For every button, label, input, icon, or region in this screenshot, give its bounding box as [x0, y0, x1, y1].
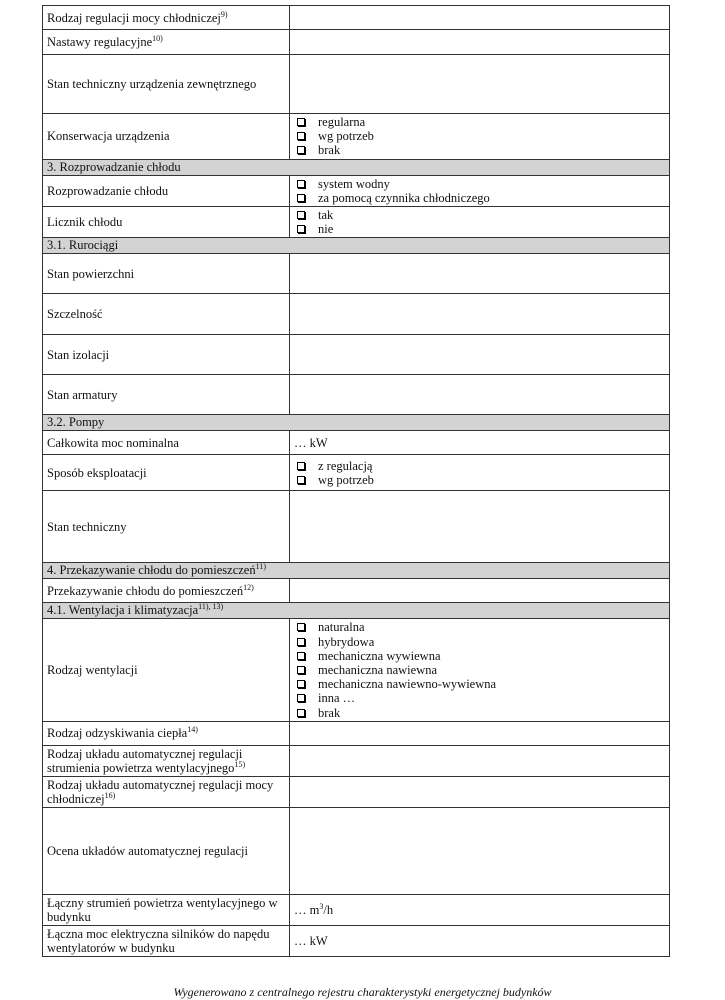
- form-row: [43, 807, 670, 894]
- form-row: [43, 491, 670, 563]
- field-label-text: Łączny strumień powietrza wentylacyjnego w budynku: [47, 895, 278, 924]
- form-row: [43, 431, 670, 455]
- field-label: [43, 114, 290, 160]
- footnote-ref: 11): [255, 562, 266, 572]
- form-row: [43, 55, 670, 114]
- section-title-text: 4. Przekazywanie chłodu do pomieszczeń: [47, 563, 256, 578]
- field-label: [43, 294, 290, 335]
- footnote-ref: 9): [220, 9, 228, 19]
- checkbox-options: [294, 620, 665, 719]
- checkbox-options: [294, 459, 665, 487]
- field-label: [43, 55, 290, 114]
- field-value[interactable]: [290, 925, 670, 956]
- section-title-text: 3.1. Rurociągi: [47, 238, 119, 253]
- field-label-text: Całkowita moc nominalna: [47, 435, 179, 450]
- form-row: [43, 579, 670, 603]
- field-label: [43, 254, 290, 294]
- field-value[interactable]: [290, 579, 670, 603]
- checkbox-options: [294, 208, 665, 236]
- checkbox-option[interactable]: tak: [294, 208, 665, 222]
- footnote-ref: 11), 13): [198, 602, 224, 612]
- checkbox-option[interactable]: nie: [294, 222, 665, 236]
- field-value[interactable]: [290, 894, 670, 925]
- field-label: [43, 619, 290, 721]
- field-label: [43, 745, 290, 776]
- inspection-form-table: [42, 5, 670, 957]
- field-label-text: Licznik chłodu: [47, 215, 123, 230]
- section-header-row: [43, 563, 670, 579]
- checkbox-option[interactable]: hybrydowa: [294, 635, 665, 649]
- form-row: [43, 175, 670, 206]
- form-row: [43, 30, 670, 55]
- checkbox-option[interactable]: brak: [294, 706, 665, 720]
- field-value[interactable]: [290, 335, 670, 375]
- checkbox-option[interactable]: wg potrzeb: [294, 129, 665, 143]
- field-value[interactable]: [290, 6, 670, 30]
- field-value-text: … m: [294, 902, 320, 917]
- field-label: [43, 579, 290, 603]
- field-label: [43, 431, 290, 455]
- field-label: [43, 776, 290, 807]
- field-label: [43, 925, 290, 956]
- field-label-text: Stan techniczny: [47, 519, 127, 534]
- field-label-text: Ocena układów automatycznej regulacji: [47, 843, 248, 858]
- section-header-row: [43, 603, 670, 619]
- form-row: [43, 6, 670, 30]
- field-value[interactable]: [290, 619, 670, 721]
- field-value[interactable]: [290, 175, 670, 206]
- section-title-text: 3.2. Pompy: [47, 415, 105, 430]
- field-value[interactable]: [290, 375, 670, 415]
- footnote-ref: 15): [234, 759, 246, 769]
- form-row: [43, 721, 670, 745]
- checkbox-option[interactable]: za pomocą czynnika chłodniczego: [294, 191, 665, 205]
- checkbox-option[interactable]: inna …: [294, 691, 665, 705]
- section-title: [43, 415, 670, 431]
- field-label: [43, 6, 290, 30]
- field-value[interactable]: [290, 431, 670, 455]
- field-label-text: Stan techniczny urządzenia zewnętrznego: [47, 77, 257, 91]
- field-label: [43, 455, 290, 491]
- field-value[interactable]: [290, 114, 670, 160]
- form-row: [43, 294, 670, 335]
- field-value[interactable]: [290, 807, 670, 894]
- section-title: [43, 563, 670, 579]
- section-header-row: [43, 159, 670, 175]
- field-label: [43, 335, 290, 375]
- checkbox-option[interactable]: brak: [294, 143, 665, 157]
- checkbox-option[interactable]: mechaniczna nawiewno-wywiewna: [294, 677, 665, 691]
- field-value-text: … kW: [294, 435, 328, 450]
- field-label-text: Rodzaj wentylacji: [47, 663, 138, 678]
- form-row: [43, 254, 670, 294]
- page-footer: Wygenerowano z centralnego rejestru charakterystyki energetycznej budynków: [173, 985, 552, 999]
- section-title: [43, 603, 670, 619]
- field-value[interactable]: [290, 721, 670, 745]
- field-label-text: Szczelność: [47, 307, 103, 322]
- footnote-ref: 14): [187, 725, 198, 735]
- section-title-text: 3. Rozprowadzanie chłodu: [47, 159, 181, 174]
- form-row: [43, 375, 670, 415]
- footnote-ref: 10): [152, 33, 163, 43]
- section-title-text: 4.1. Wentylacja i klimatyzacja: [47, 603, 199, 618]
- field-label-text: Rodzaj regulacji mocy chłodniczej: [47, 10, 221, 25]
- form-row: [43, 776, 670, 807]
- checkbox-option[interactable]: naturalna: [294, 620, 665, 634]
- section-title: [43, 159, 670, 175]
- field-label: [43, 175, 290, 206]
- field-label-text: Sposób eksploatacji: [47, 465, 147, 480]
- field-label: [43, 30, 290, 55]
- field-value[interactable]: [290, 55, 670, 114]
- field-label: [43, 207, 290, 238]
- checkbox-option[interactable]: mechaniczna nawiewna: [294, 663, 665, 677]
- field-label-text: Nastawy regulacyjne: [47, 35, 153, 49]
- form-row: [43, 894, 670, 925]
- form-row: [43, 207, 670, 238]
- form-row: [43, 455, 670, 491]
- field-value[interactable]: [290, 491, 670, 563]
- footnote-ref: 12): [243, 582, 254, 592]
- field-label: [43, 894, 290, 925]
- field-label: [43, 721, 290, 745]
- unit-exponent: 3: [319, 901, 324, 911]
- field-label: [43, 491, 290, 563]
- checkbox-option[interactable]: regularna: [294, 115, 665, 129]
- field-label-text: Łączna moc elektryczna silników do napędu wentylatorów w budynku: [47, 926, 270, 955]
- field-value[interactable]: [290, 294, 670, 335]
- section-header-row: [43, 238, 670, 254]
- field-label-text: Stan izolacji: [47, 347, 110, 362]
- field-label-text: Konserwacja urządzenia: [47, 129, 170, 144]
- checkbox-option[interactable]: mechaniczna wywiewna: [294, 649, 665, 663]
- field-label-text: Rodzaj układu automatycznej regulacji strumienia powietrza wentylacyjnego: [47, 746, 243, 775]
- section-header-row: [43, 415, 670, 431]
- field-value-text: … kW: [294, 933, 328, 948]
- checkbox-option[interactable]: z regulacją: [294, 459, 665, 473]
- unit-suffix: /h: [323, 902, 334, 917]
- checkbox-option[interactable]: wg potrzeb: [294, 473, 665, 487]
- field-label-text: Stan powierzchni: [47, 266, 135, 281]
- field-label: [43, 375, 290, 415]
- checkbox-option[interactable]: system wodny: [294, 177, 665, 191]
- checkbox-options: [294, 115, 665, 158]
- form-row: [43, 745, 670, 776]
- field-label-text: Stan armatury: [47, 387, 118, 402]
- field-label-text: Rozprowadzanie chłodu: [47, 183, 169, 198]
- field-label-text: Przekazywanie chłodu do pomieszczeń: [47, 583, 244, 598]
- form-row: [43, 925, 670, 956]
- field-label-text: Rodzaj układu automatycznej regulacji mocy chłodniczej: [47, 777, 274, 806]
- section-title: [43, 238, 670, 254]
- field-value[interactable]: [290, 745, 670, 776]
- form-row: [43, 335, 670, 375]
- field-value[interactable]: [290, 30, 670, 55]
- field-value[interactable]: [290, 207, 670, 238]
- checkbox-options: [294, 177, 665, 205]
- field-value[interactable]: [290, 776, 670, 807]
- footnote-ref: 16): [104, 790, 116, 800]
- field-label: [43, 807, 290, 894]
- field-value[interactable]: [290, 254, 670, 294]
- field-label-text: Rodzaj odzyskiwania ciepła: [47, 726, 188, 741]
- form-row: [43, 114, 670, 160]
- field-value[interactable]: [290, 455, 670, 491]
- form-row: [43, 619, 670, 721]
